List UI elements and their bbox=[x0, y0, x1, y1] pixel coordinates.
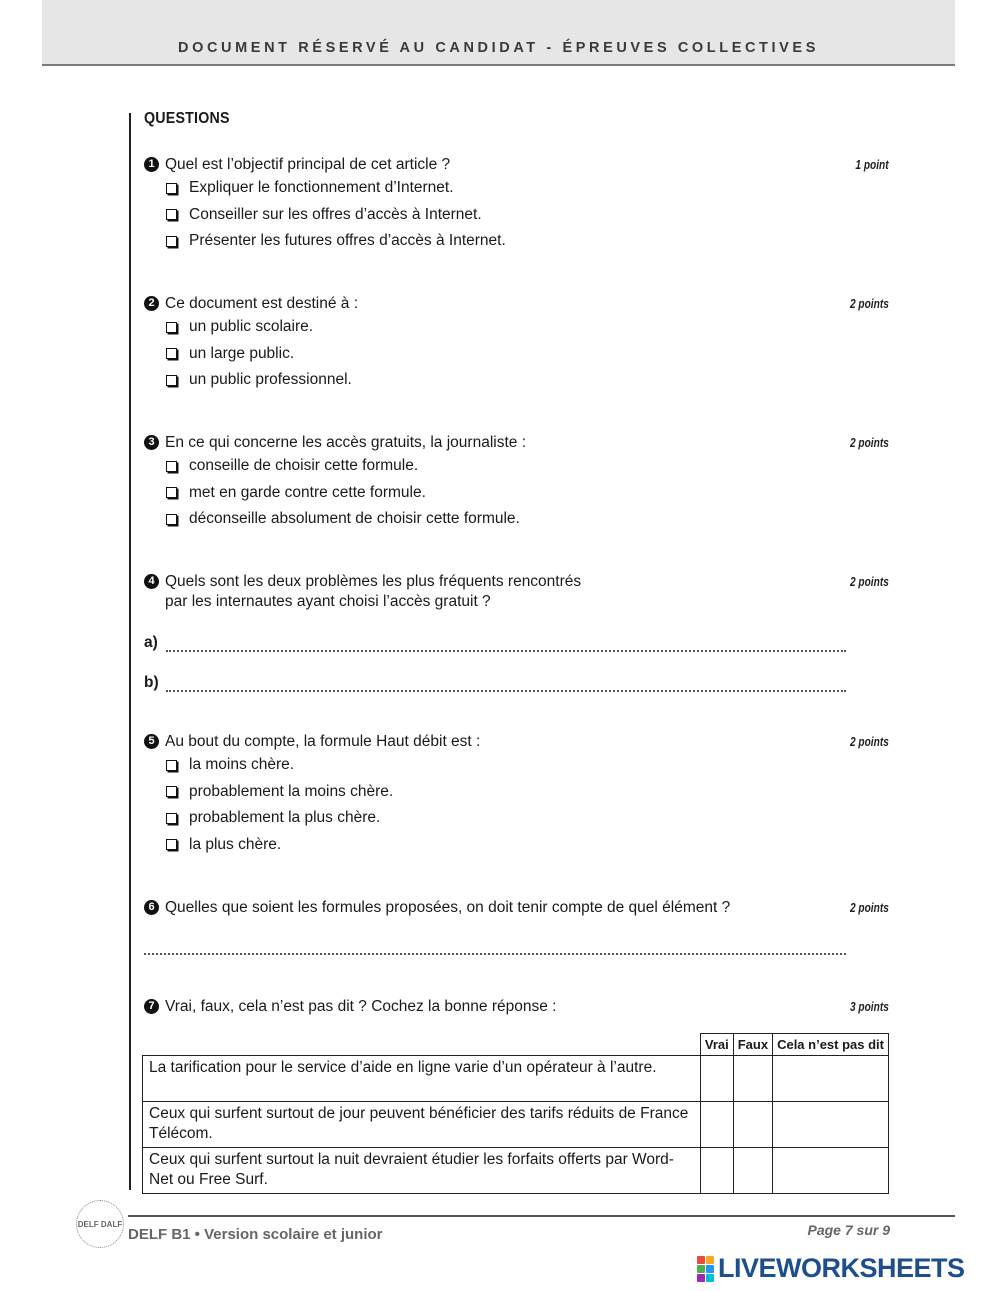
option-label: un public scolaire. bbox=[189, 318, 314, 336]
option-label: Conseiller sur les offres d’accès à Internet. bbox=[189, 205, 482, 223]
cell-pas-dit[interactable] bbox=[773, 1148, 889, 1194]
option-label: déconseille absolument de choisir cette formule. bbox=[189, 510, 520, 528]
option-label: conseille de choisir cette formule. bbox=[189, 457, 419, 475]
question-number: 2 bbox=[144, 296, 159, 311]
left-margin-rule bbox=[129, 113, 131, 1190]
option-label: Expliquer le fonctionnement d’Internet. bbox=[189, 179, 454, 197]
table-row bbox=[143, 1102, 889, 1148]
question-points: 2 points bbox=[850, 734, 889, 749]
question-number: 4 bbox=[144, 574, 159, 589]
cell-faux[interactable] bbox=[733, 1056, 772, 1102]
option[interactable] bbox=[166, 805, 889, 832]
cell-faux[interactable] bbox=[733, 1148, 772, 1194]
question-6 bbox=[144, 898, 889, 918]
question-text: Au bout du compte, la formule Haut débit est : bbox=[165, 733, 481, 750]
option[interactable] bbox=[166, 228, 889, 255]
question-number: 1 bbox=[144, 157, 159, 172]
checkbox[interactable] bbox=[166, 760, 177, 771]
answer-b-row bbox=[144, 674, 846, 692]
header-band bbox=[42, 0, 955, 66]
table-row bbox=[143, 1148, 889, 1194]
header-title: DOCUMENT RÉSERVÉ AU CANDIDAT - ÉPREUVES COLLECTIVES bbox=[178, 40, 819, 56]
question-points: 1 point bbox=[855, 157, 889, 172]
cell-faux[interactable] bbox=[733, 1102, 772, 1148]
checkbox[interactable] bbox=[166, 813, 177, 824]
option-label: Présenter les futures offres d’accès à Internet. bbox=[189, 232, 506, 250]
checkbox[interactable] bbox=[166, 461, 177, 472]
question-3 bbox=[144, 433, 889, 533]
option-label: un public professionnel. bbox=[189, 371, 352, 389]
checkbox[interactable] bbox=[166, 375, 177, 386]
question-2 bbox=[144, 294, 889, 394]
cell-vrai[interactable] bbox=[700, 1056, 733, 1102]
cell-pas-dit[interactable] bbox=[773, 1056, 889, 1102]
question-points: 2 points bbox=[850, 574, 889, 589]
option[interactable] bbox=[166, 779, 889, 806]
option[interactable] bbox=[166, 314, 889, 341]
question-4 bbox=[144, 572, 889, 612]
answer-a-field[interactable] bbox=[166, 636, 846, 652]
checkbox[interactable] bbox=[166, 487, 177, 498]
question-1 bbox=[144, 155, 889, 255]
footer-rule bbox=[128, 1215, 955, 1217]
question-points: 2 points bbox=[850, 900, 889, 915]
answer-a-row bbox=[144, 634, 846, 652]
question-number: 3 bbox=[144, 435, 159, 450]
option[interactable] bbox=[166, 480, 889, 507]
liveworksheets-logo-icon bbox=[697, 1256, 714, 1282]
question-5 bbox=[144, 732, 889, 858]
answer-6-field[interactable] bbox=[144, 951, 846, 955]
question-text: Quelles que soient les formules proposées, on doit tenir compte de quel élément ? bbox=[165, 899, 731, 916]
column-header-vrai: Vrai bbox=[700, 1034, 733, 1056]
question-text-line: par les internautes ayant choisi l’accès gratuit ? bbox=[165, 593, 491, 610]
option[interactable] bbox=[166, 341, 889, 368]
checkbox[interactable] bbox=[166, 183, 177, 194]
question-text: Vrai, faux, cela n’est pas dit ? Cochez la bonne réponse : bbox=[165, 998, 557, 1015]
section-title: QUESTIONS bbox=[144, 110, 230, 127]
page-number: Page 7 sur 9 bbox=[807, 1222, 890, 1238]
option[interactable] bbox=[166, 175, 889, 202]
option-label: la plus chère. bbox=[189, 835, 282, 853]
statement: La tarification pour le service d’aide en ligne varie d’un opérateur à l’autre. bbox=[143, 1056, 701, 1102]
question-number: 6 bbox=[144, 900, 159, 915]
cell-pas-dit[interactable] bbox=[773, 1102, 889, 1148]
question-number: 5 bbox=[144, 734, 159, 749]
option[interactable] bbox=[166, 506, 889, 533]
question-text: En ce qui concerne les accès gratuits, la journaliste : bbox=[165, 434, 526, 451]
checkbox[interactable] bbox=[166, 236, 177, 247]
option-label: la moins chère. bbox=[189, 756, 295, 774]
liveworksheets-wordmark: LIVEWORKSHEETS bbox=[718, 1253, 965, 1283]
option[interactable] bbox=[166, 832, 889, 859]
table-row bbox=[143, 1056, 889, 1102]
option[interactable] bbox=[166, 752, 889, 779]
cell-vrai[interactable] bbox=[700, 1102, 733, 1148]
question-text: Quel est l’objectif principal de cet article ? bbox=[165, 156, 451, 173]
option[interactable] bbox=[166, 367, 889, 394]
question-points: 2 points bbox=[850, 435, 889, 450]
table-header-blank bbox=[143, 1034, 701, 1056]
option-label: un large public. bbox=[189, 344, 295, 362]
checkbox[interactable] bbox=[166, 209, 177, 220]
question-text bbox=[165, 572, 889, 612]
question-points: 2 points bbox=[850, 296, 889, 311]
option[interactable] bbox=[166, 453, 889, 480]
liveworksheets-brand[interactable] bbox=[697, 1253, 965, 1284]
option-label: met en garde contre cette formule. bbox=[189, 483, 426, 501]
answer-label: a) bbox=[144, 634, 158, 651]
option-label: probablement la plus chère. bbox=[189, 809, 381, 827]
option[interactable] bbox=[166, 202, 889, 229]
answer-label: b) bbox=[144, 674, 159, 691]
question-points: 3 points bbox=[850, 999, 889, 1014]
checkbox[interactable] bbox=[166, 348, 177, 359]
true-false-table bbox=[142, 1033, 889, 1194]
checkbox[interactable] bbox=[166, 786, 177, 797]
answer-b-field[interactable] bbox=[166, 676, 846, 692]
cell-vrai[interactable] bbox=[700, 1148, 733, 1194]
column-header-faux: Faux bbox=[733, 1034, 772, 1056]
footer-exam-label: DELF B1 • Version scolaire et junior bbox=[128, 1226, 383, 1243]
delf-dalf-logo: DELF DALF bbox=[76, 1200, 124, 1248]
checkbox[interactable] bbox=[166, 839, 177, 850]
question-7 bbox=[144, 997, 889, 1017]
checkbox[interactable] bbox=[166, 322, 177, 333]
column-header-pas-dit: Cela n’est pas dit bbox=[773, 1034, 889, 1056]
question-text: Ce document est destiné à : bbox=[165, 295, 359, 312]
option-label: probablement la moins chère. bbox=[189, 782, 394, 800]
question-text-line: Quels sont les deux problèmes les plus fréquents rencontrés bbox=[165, 573, 582, 590]
statement: Ceux qui surfent surtout de jour peuvent bénéficier des tarifs réduits de France Télécom. bbox=[143, 1102, 701, 1148]
statement: Ceux qui surfent surtout la nuit devraient étudier les forfaits offerts par Word-Net ou Free Surf. bbox=[143, 1148, 701, 1194]
checkbox[interactable] bbox=[166, 514, 177, 525]
question-number: 7 bbox=[144, 999, 159, 1014]
